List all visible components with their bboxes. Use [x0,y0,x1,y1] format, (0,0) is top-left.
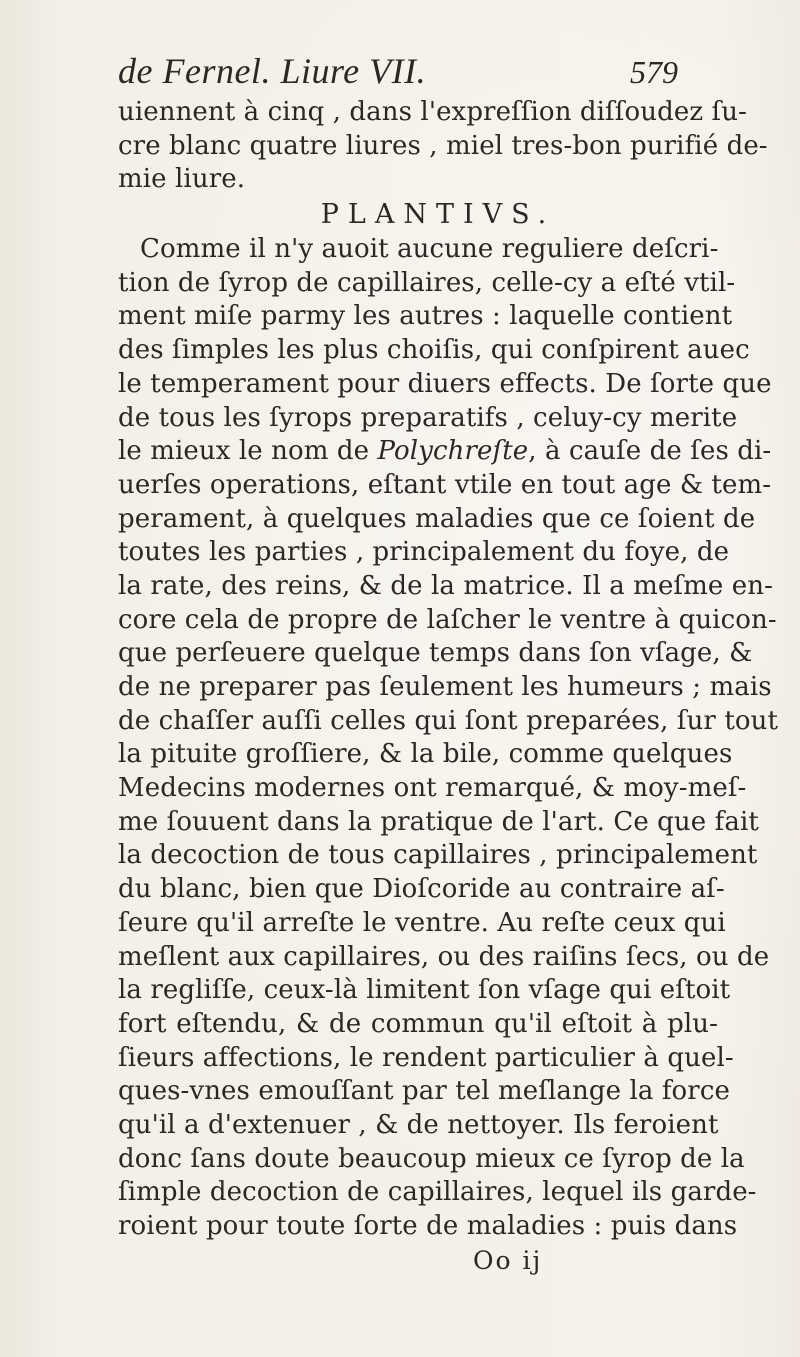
text-line: du blanc, bien que Dioſcoride au contraire aſ- [118,874,725,905]
text-line: Medecins modernes ont remarqué, & moy-meſ- [118,773,747,804]
text-line: des ſimples les plus choiſis, qui conſpirent auec [118,335,750,366]
text-line: uiennent à cinq , dans l'expreſſion diſſoudez ſu- [118,97,747,127]
text-line: donc ſans doute beaucoup mieux ce ſyrop de la [118,1143,745,1174]
text-line: ſeure qu'il arreſte le ventre. Au reſte ceux qui [118,907,726,938]
text-line: la regliſſe, ceux-là limitent ſon vſage qui eſtoit [118,975,731,1006]
signature-mark: Oo ij [473,1245,543,1275]
text-line: meſlent aux capillaires, ou des raiſins ſecs, ou de [118,941,770,972]
text-line: ſieurs affections, le rendent particulier à quel- [118,1042,734,1073]
text-fragment: le mieux le nom de [118,436,378,467]
text-line: core cela de propre de laſcher le ventre à quicon- [118,604,777,635]
text-fragment: , à cauſe de ſes di- [528,436,772,467]
text-line: tion de ſyrop de capillaires, celle-cy a eſté vtil- [118,267,736,298]
text-line: cre blanc quatre liures , miel tres-bon purifié de- [118,130,768,161]
text-line: de tous les ſyrops preparatifs , celuy-cy merite [118,402,738,433]
text-line [118,435,772,469]
text-line: mie liure. [118,164,246,195]
italic-term: Polychreſte [377,436,529,467]
text-line: ment miſe parmy les autres : laquelle contient [118,301,733,332]
text-line: ſimple decoction de capillaires, lequel ils garde- [118,1177,757,1208]
text-line: de ne preparer pas ſeulement les humeurs ; mais [118,672,772,702]
text-line: fort eſtendu, & de commun qu'il eſtoit à plu- [118,1008,718,1039]
text-line: uerſes operations, eſtant vtile en tout age & tem- [118,469,772,500]
text-line: de chaſſer auſſi celles qui ſont preparées, ſur tout [118,705,779,736]
page-header [118,50,678,94]
running-head: de Fernel. Liure VII. [118,51,427,91]
text-line: roient pour toute ſorte de maladies : puis dans [118,1211,738,1241]
body-text [118,96,779,1278]
text-line: Comme il n'y auoit aucune reguliere deſcri- [140,234,719,265]
page-number: 579 [630,54,678,90]
text-line: me ſouuent dans la pratique de l'art. Ce que fait [118,806,759,837]
text-line: la decoction de tous capillaires , principalement [118,840,758,871]
text-line: le temperament pour diuers effects. De ſorte que [118,368,772,399]
section-heading: PLANTIVS. [320,199,556,231]
text-line: toutes les parties , principalement du foye, de [118,537,730,568]
text-line: la pituite groſſiere, & la bile, comme quelques [118,739,733,770]
text-line: que perſeuere quelque temps dans ſon vſage, & [118,638,753,669]
text-line: la rate, des reins, & de la matrice. Il a meſme en- [118,570,773,601]
text-line: perament, à quelques maladies que ce ſoient de [118,503,756,534]
text-line: qu'il a d'extenuer , & de nettoyer. Ils feroient [118,1109,719,1140]
text-line: ques-vnes emouſſant par tel meſlange la force [118,1076,730,1107]
